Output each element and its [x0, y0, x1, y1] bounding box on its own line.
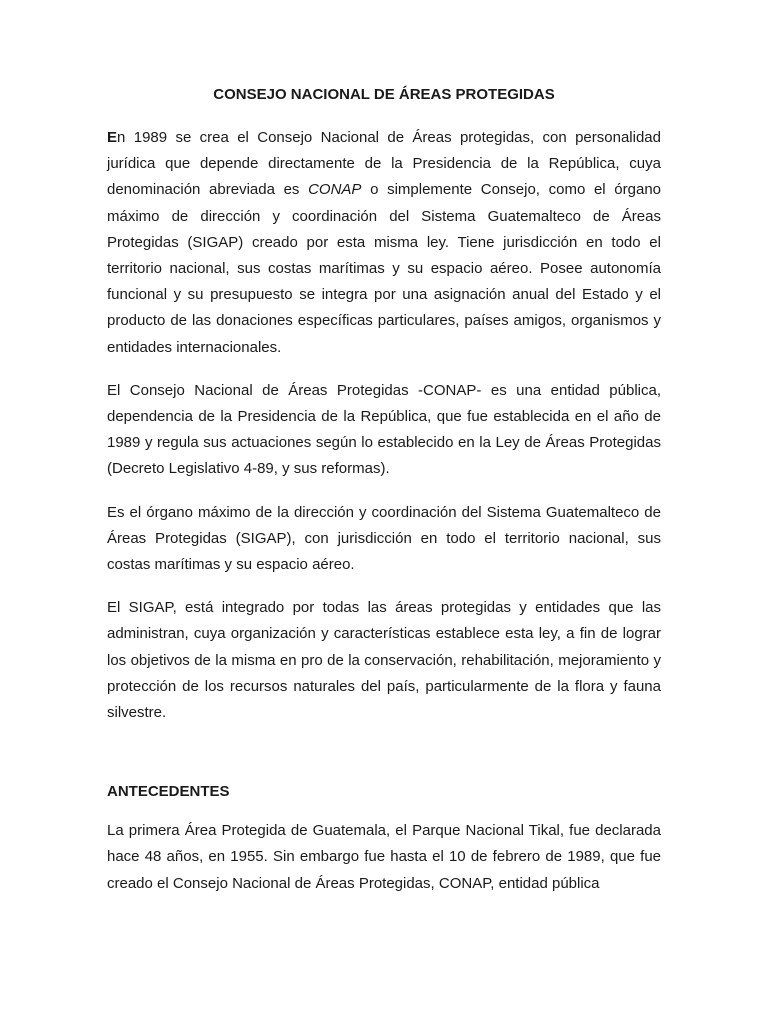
document-title: CONSEJO NACIONAL DE ÁREAS PROTEGIDAS [213, 86, 555, 103]
intro-text-after: o simplemente Consejo, como el órgano máximo de dirección y coordinación del Sistema Guatemalteco de Áreas Protegidas (SIGAP) creado por esta misma ley. Tiene jurisdicción en todo el territorio nacional, sus costas marítimas y su espacio aéreo. Posee autonomía funcional y su presupuesto se integra por una asignación anual del Estado y el producto de las donaciones específicas particulares, países amigos, organismos y entidades internacionales. [107, 181, 661, 356]
paragraph-conap-entity: El Consejo Nacional de Áreas Protegidas -CONAP- es una entidad pública, dependencia de la Presidencia de la República, que fue establecida en el año de 1989 y regula sus actuaciones según lo establecido en la Ley de Áreas Protegidas (Decreto Legislativo 4-89, y sus reformas). [107, 381, 661, 478]
section-heading-antecedentes: ANTECEDENTES [107, 783, 230, 801]
intro-conap-italic: CONAP [308, 181, 362, 199]
intro-text-before: n 1989 se crea el Consejo Nacional de Áreas protegidas, con personalidad jurídica que depende directamente de la Presidencia de la República, cuya denominación abreviada es [107, 129, 661, 199]
paragraph-antecedentes: La primera Área Protegida de Guatemala, el Parque Nacional Tikal, fue declarada hace 48 años, en 1955. Sin embargo fue hasta el 10 de febrero de 1989, que fue creado el Consejo Nacional de Áreas Protegidas, CONAP, entidad pública [107, 822, 661, 892]
paragraph-organ: Es el órgano máximo de la dirección y coordinación del Sistema Guatemalteco de Áreas Protegidas (SIGAP), con jurisdicción en todo el territorio nacional, sus costas marítimas y su espacio aéreo. [107, 503, 661, 574]
intro-initial-letter: E [107, 129, 118, 146]
paragraph-sigap: El SIGAP, está integrado por todas las áreas protegidas y entidades que las administran, cuya organización y características establece esta ley, a fin de lograr los objetivos de la misma en pro de la conservación, rehabilitación, mejoramiento y protección de los recursos naturales del país, particularmente de la flora y fauna silvestre. [107, 599, 661, 722]
paragraph-intro [107, 125, 661, 361]
